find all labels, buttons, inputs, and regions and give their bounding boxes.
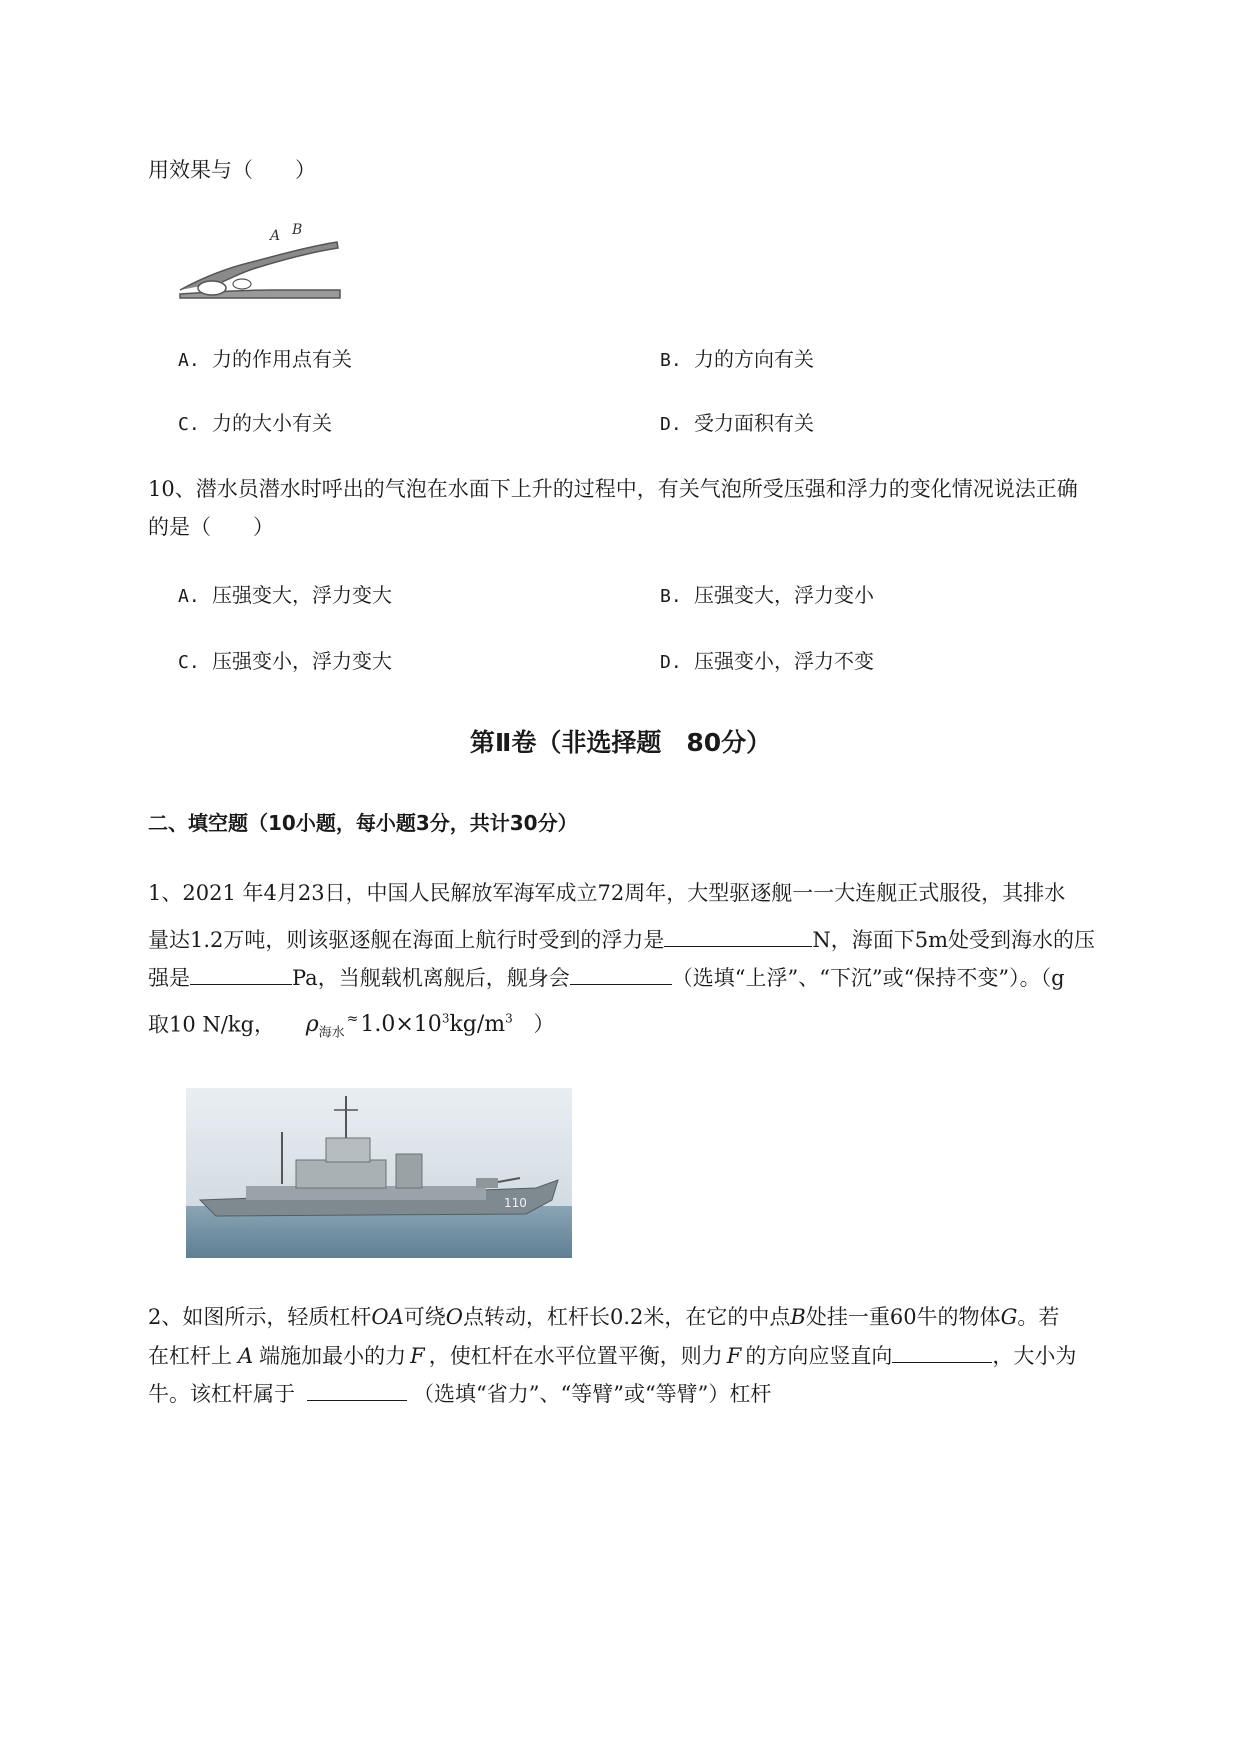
fill2-line2 — [148, 1340, 1076, 1371]
fill2-text: 2、如图所示，轻质杠杆 — [148, 1305, 372, 1329]
q9-option-a[interactable] — [178, 344, 352, 376]
fill2-text: ，大小为 — [992, 1344, 1077, 1368]
fill1-text: 取10 N/kg， — [148, 1012, 276, 1037]
rho-symbol: ρ — [305, 1012, 319, 1038]
fill1-blank-hull[interactable] — [570, 962, 672, 985]
option-letter: A. — [178, 350, 200, 371]
option-letter: A. — [178, 586, 200, 607]
fill2-line1 — [148, 1302, 1059, 1332]
option-letter: C. — [178, 652, 200, 673]
option-letter: B. — [660, 586, 682, 607]
fill1-line2 — [148, 924, 1095, 955]
fill2-line3 — [148, 1378, 771, 1409]
option-text: 压强变大，浮力变大 — [212, 583, 392, 607]
fill2-text: 的方向应竖直向 — [745, 1344, 893, 1368]
fill2-text: 可绕 — [403, 1305, 446, 1329]
option-text: 力的方向有关 — [694, 347, 814, 371]
seawater-density-formula — [305, 1011, 513, 1041]
destroyer-gun — [476, 1178, 498, 1188]
formula-unit-exponent: 3 — [505, 1012, 513, 1026]
destroyer-bridge — [326, 1138, 370, 1162]
option-text: 压强变大，浮力变小 — [694, 583, 874, 607]
fill1-text: Pa，当舰载机离舰后，舰身会 — [292, 966, 570, 990]
fill2-text: （选填“省力”、“等臂”或“等臂”）杠杆 — [413, 1382, 772, 1406]
fill1-text: （选填“上浮”、“下沉”或“保持不变”）。（g — [671, 966, 1065, 990]
fill1-blank-pressure[interactable] — [190, 962, 292, 985]
fill2-var-a: A — [238, 1344, 254, 1368]
fill1-text: 强是 — [148, 966, 190, 990]
formula-value: 1.0×10 — [360, 1012, 442, 1038]
option-letter: C. — [178, 414, 200, 435]
destroyer-superstructure — [296, 1160, 386, 1188]
fill2-text: 牛。该杠杆属于 — [148, 1382, 295, 1406]
nutcracker-figure — [172, 218, 342, 308]
option-text: 力的大小有关 — [212, 411, 332, 435]
fill2-text: 处挂一重60牛的物体 — [805, 1305, 1001, 1329]
nutcracker-jaw — [198, 281, 226, 295]
fill2-var-g: G — [1000, 1305, 1018, 1329]
equals-glyph: ≈ — [346, 1011, 359, 1027]
destroyer-photo — [186, 1088, 572, 1258]
fill2-var-oa: OA — [371, 1305, 404, 1329]
destroyer-hull-number: 110 — [504, 1196, 527, 1210]
fill1-close-paren: ） — [533, 1012, 555, 1037]
formula-exponent: 3 — [441, 1012, 450, 1026]
fill2-text: 点转动，杠杆长0.2米，在它的中点 — [462, 1305, 791, 1329]
fill2-blank-direction[interactable] — [892, 1340, 992, 1363]
q10-option-a[interactable] — [178, 580, 392, 612]
fill2-var-f: F — [726, 1344, 742, 1368]
fill2-blank-lever-type[interactable] — [307, 1378, 407, 1401]
fill1-line1: 1、2021 年4月23日，中国人民解放军海军成立72周年，大型驱逐舰一一大连舰正式服役，其排水 — [148, 881, 1066, 905]
section-fill-in-heading: 二、填空题（10小题，每小题3分，共计30分） — [148, 811, 578, 835]
fill2-var-f: F — [410, 1344, 425, 1368]
option-text: 压强变小，浮力不变 — [694, 649, 874, 673]
rho-subscript: 海水 — [318, 1025, 345, 1041]
nutcracker-label-b: B — [292, 222, 303, 238]
formula-unit: kg/m — [449, 1012, 506, 1038]
part2-heading: 第Ⅱ卷（非选择题 80分） — [469, 728, 772, 757]
q10-option-b[interactable] — [660, 580, 874, 612]
fill2-var-b: B — [790, 1305, 806, 1329]
fill1-text: N，海面下5m处受到海水的压 — [812, 928, 1096, 952]
fill2-text: 端施加最小的力 — [259, 1344, 407, 1368]
option-letter: D. — [660, 652, 682, 673]
destroyer-funnel — [396, 1154, 422, 1188]
fill2-var-o: O — [445, 1305, 463, 1329]
option-text: 受力面积有关 — [694, 411, 814, 435]
fill1-line3 — [148, 962, 1065, 993]
option-text: 压强变小，浮力变大 — [212, 649, 392, 673]
option-letter: B. — [660, 350, 682, 371]
q10-stem-line2: 的是（ ） — [148, 515, 274, 539]
q9-option-c[interactable] — [178, 408, 332, 440]
fill2-text: 。若 — [1017, 1305, 1060, 1329]
fill1-line4 — [148, 1004, 554, 1049]
q10-option-d[interactable] — [660, 646, 874, 678]
nutcracker-label-a: A — [270, 228, 281, 244]
q10-option-c[interactable] — [178, 646, 392, 678]
nutcracker-jaw-2 — [233, 279, 251, 289]
fill2-text: ，使杠杆在水平位置平衡，则力 — [428, 1344, 723, 1368]
q9-option-d[interactable] — [660, 408, 814, 440]
fill1-blank-buoyancy[interactable] — [664, 924, 812, 947]
fill1-text: 量达1.2万吨，则该驱逐舰在海面上航行时受到的浮力是 — [148, 928, 665, 952]
option-letter: D. — [660, 414, 682, 435]
q9-stem-tail: 用效果与（ ） — [148, 158, 316, 182]
q10-stem-line1: 10、潜水员潜水时呼出的气泡在水面下上升的过程中，有关气泡所受压强和浮力的变化情况说法正确 — [148, 477, 1078, 501]
q9-option-b[interactable] — [660, 344, 814, 376]
fill2-text: 在杠杆上 — [148, 1344, 232, 1368]
option-text: 力的作用点有关 — [212, 347, 352, 371]
